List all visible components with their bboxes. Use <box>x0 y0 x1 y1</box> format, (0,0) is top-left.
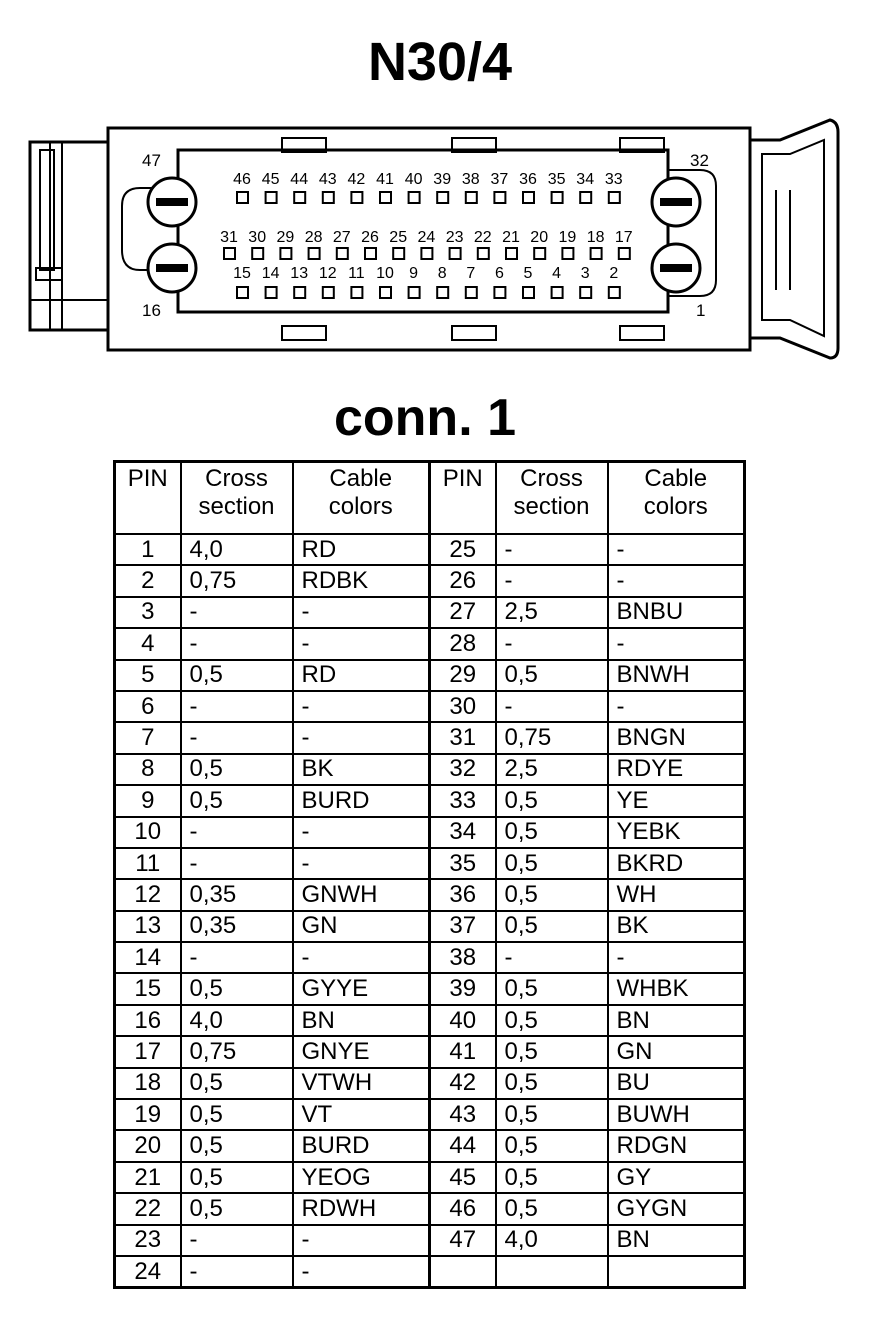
pin-cell: 26 <box>430 565 496 596</box>
header-pin-right <box>430 462 496 535</box>
pin-socket <box>351 192 362 203</box>
header-text: Cross <box>205 465 268 492</box>
pin-number-label: 25 <box>389 229 408 246</box>
pin-number-label: 3 <box>580 265 590 282</box>
pin-cell: 25 <box>430 534 496 565</box>
pin-cell: 30 <box>430 691 496 722</box>
pin-socket <box>534 248 545 259</box>
pin-cell: 9 <box>115 785 181 816</box>
cross-section-cell: - <box>181 848 293 879</box>
cable-color-cell: - <box>608 942 745 973</box>
cross-section-cell: 4,0 <box>496 1225 608 1256</box>
cable-color-cell: WH <box>608 879 745 910</box>
pin-socket <box>337 248 348 259</box>
pin-socket <box>609 192 620 203</box>
pin-socket <box>478 248 489 259</box>
pin-socket <box>409 287 420 298</box>
table-row <box>115 565 745 596</box>
cross-section-cell: - <box>496 628 608 659</box>
pin-number-label: 9 <box>409 265 419 282</box>
pin-number-label: 28 <box>304 229 323 246</box>
table-row <box>115 754 745 785</box>
pin-number-label: 35 <box>547 171 566 188</box>
pin-cell: 37 <box>430 911 496 942</box>
cross-section-cell: 0,5 <box>496 660 608 691</box>
left-lock <box>30 142 108 330</box>
cable-color-cell: BKRD <box>608 848 745 879</box>
pin-number-label: 19 <box>558 229 577 246</box>
pin-socket <box>450 248 461 259</box>
table-row <box>115 848 745 879</box>
cross-section-cell: - <box>181 1225 293 1256</box>
header-cable-colors-right <box>608 462 745 535</box>
pin-socket <box>494 192 505 203</box>
cable-color-cell: BN <box>293 1005 430 1036</box>
pin-number-label: 30 <box>248 229 267 246</box>
cross-section-cell: 0,5 <box>496 1193 608 1224</box>
table-row <box>115 1099 745 1130</box>
pin-number-label: 40 <box>404 171 423 188</box>
cross-section-cell: - <box>496 534 608 565</box>
pin-socket <box>591 248 602 259</box>
cross-section-cell: 4,0 <box>181 1005 293 1036</box>
pin-number-label: 37 <box>490 171 509 188</box>
pin-number-label: 12 <box>318 265 337 282</box>
pin-socket <box>523 192 534 203</box>
pin-number-label: 36 <box>519 171 537 188</box>
table-row <box>115 785 745 816</box>
cross-section-cell: 0,5 <box>181 660 293 691</box>
cable-color-cell: BURD <box>293 1130 430 1161</box>
pin-cell: 44 <box>430 1130 496 1161</box>
pin-socket <box>562 248 573 259</box>
table-row <box>115 973 745 1004</box>
pin-cell: 38 <box>430 942 496 973</box>
cable-color-cell: GNWH <box>293 879 430 910</box>
header-text: PIN <box>127 465 168 492</box>
pin-cell: 36 <box>430 879 496 910</box>
table-row <box>115 1068 745 1099</box>
cross-section-cell: 0,5 <box>496 879 608 910</box>
cable-color-cell: VTWH <box>293 1068 430 1099</box>
cable-color-cell: VT <box>293 1099 430 1130</box>
cable-color-cell: RDGN <box>608 1130 745 1161</box>
pin-cell: 32 <box>430 754 496 785</box>
table-row <box>115 1130 745 1161</box>
cable-color-cell: RDBK <box>293 565 430 596</box>
pin-number-label: 24 <box>417 229 436 246</box>
cable-color-cell: BU <box>608 1068 745 1099</box>
cable-color-cell: BK <box>293 754 430 785</box>
pin-number-label: 42 <box>347 171 366 188</box>
cross-section-cell: 0,5 <box>181 754 293 785</box>
pin-socket <box>224 248 235 259</box>
pin-cell: 43 <box>430 1099 496 1130</box>
pin-number-label: 41 <box>376 171 394 188</box>
pin-number-label: 17 <box>614 229 633 246</box>
pin-socket <box>309 248 320 259</box>
pin-number-label: 23 <box>445 229 464 246</box>
pin-cell: 34 <box>430 817 496 848</box>
cross-section-cell: 0,5 <box>181 1193 293 1224</box>
cable-color-cell: GNYE <box>293 1036 430 1067</box>
pin-socket <box>409 192 420 203</box>
pin-cell: 5 <box>115 660 181 691</box>
pin-number-label: 21 <box>502 229 520 246</box>
pin-number-label: 46 <box>233 171 251 188</box>
cross-section-cell: 0,5 <box>496 1162 608 1193</box>
cross-section-cell: 0,75 <box>181 1036 293 1067</box>
cable-color-cell: - <box>293 1225 430 1256</box>
pin-number-label: 45 <box>261 171 280 188</box>
pin-socket <box>280 248 291 259</box>
pin-cell: 19 <box>115 1099 181 1130</box>
cable-color-cell: BUWH <box>608 1099 745 1130</box>
pin-socket <box>466 287 477 298</box>
pin-cell: 1 <box>115 534 181 565</box>
pin-cell: 15 <box>115 973 181 1004</box>
cable-color-cell: GN <box>293 911 430 942</box>
pin-cell: 16 <box>115 1005 181 1036</box>
pin-cell: 21 <box>115 1162 181 1193</box>
table-row <box>115 942 745 973</box>
pin-number-label: 10 <box>376 265 394 282</box>
pin-cell: 28 <box>430 628 496 659</box>
pin-cell: 45 <box>430 1162 496 1193</box>
pin-cell: 8 <box>115 754 181 785</box>
header-text: Cable <box>644 465 708 492</box>
cable-color-cell: - <box>293 848 430 879</box>
cable-color-cell: GY <box>608 1162 745 1193</box>
pin-number-label: 13 <box>290 265 309 282</box>
cross-section-cell: 0,5 <box>496 817 608 848</box>
table-row <box>115 1193 745 1224</box>
pin-cell: 40 <box>430 1005 496 1036</box>
cross-section-cell: 0,5 <box>496 1130 608 1161</box>
table-row <box>115 1005 745 1036</box>
cross-section-cell: 0,5 <box>181 973 293 1004</box>
pin-cell: 23 <box>115 1225 181 1256</box>
corner-label-bottom-left: 16 <box>142 301 161 320</box>
connector-subtitle: conn. 1 <box>333 389 517 447</box>
pin-cell: 2 <box>115 565 181 596</box>
pin-socket <box>552 192 563 203</box>
connector-drawing <box>0 110 880 370</box>
cable-color-cell: - <box>293 817 430 848</box>
pin-number-label: 15 <box>233 265 251 282</box>
cross-section-cell <box>496 1256 608 1288</box>
pin-number-label: 20 <box>530 229 549 246</box>
cable-color-cell <box>608 1256 745 1288</box>
cross-section-cell: 0,5 <box>181 1130 293 1161</box>
cable-color-cell: RD <box>293 660 430 691</box>
pin-number-label: 29 <box>276 229 295 246</box>
cross-section-cell: 0,5 <box>496 1099 608 1130</box>
cable-color-cell: - <box>293 722 430 753</box>
cable-color-cell: - <box>608 628 745 659</box>
pin-cell: 20 <box>115 1130 181 1161</box>
cross-section-cell: - <box>181 691 293 722</box>
pin-socket <box>580 287 591 298</box>
pin-cell: 22 <box>115 1193 181 1224</box>
pin-number-label: 11 <box>348 265 365 282</box>
pin-socket <box>252 248 263 259</box>
cross-section-cell: 0,5 <box>496 1068 608 1099</box>
header-pin-left <box>115 462 181 535</box>
pin-number-label: 14 <box>261 265 280 282</box>
cable-color-cell: GYGN <box>608 1193 745 1224</box>
pin-cell: 10 <box>115 817 181 848</box>
pin-number-label: 18 <box>586 229 605 246</box>
corner-label-top-left: 47 <box>142 151 161 170</box>
cross-section-cell: - <box>181 597 293 628</box>
pin-cell: 27 <box>430 597 496 628</box>
cable-color-cell: - <box>608 691 745 722</box>
cross-section-cell: 0,5 <box>496 1036 608 1067</box>
cross-section-cell: 0,5 <box>181 1068 293 1099</box>
pin-number-label: 5 <box>523 265 533 282</box>
cross-section-cell: - <box>181 942 293 973</box>
pin-socket <box>609 287 620 298</box>
cable-color-cell: - <box>608 565 745 596</box>
cross-section-cell: 0,5 <box>496 785 608 816</box>
cable-color-cell: RD <box>293 534 430 565</box>
cross-section-cell: 0,5 <box>496 848 608 879</box>
pin-number-label: 22 <box>473 229 492 246</box>
pin-number-label: 33 <box>604 171 623 188</box>
pin-number-label: 26 <box>361 229 379 246</box>
cable-color-cell: - <box>293 628 430 659</box>
pin-cell: 41 <box>430 1036 496 1067</box>
corner-label-bottom-right: 1 <box>696 301 706 320</box>
header-cable-colors-left <box>293 462 430 535</box>
cross-section-cell: - <box>496 942 608 973</box>
cable-color-cell: - <box>608 534 745 565</box>
pin-labels <box>220 171 633 282</box>
pin-number-label: 38 <box>461 171 480 188</box>
cross-section-cell: - <box>181 628 293 659</box>
pin-cell: 18 <box>115 1068 181 1099</box>
pin-number-label: 44 <box>290 171 309 188</box>
cross-section-cell: 4,0 <box>181 534 293 565</box>
pin-socket <box>266 287 277 298</box>
pin-socket <box>365 248 376 259</box>
table-header-row <box>115 462 745 535</box>
pin-socket <box>523 287 534 298</box>
table-row <box>115 597 745 628</box>
pin-socket <box>237 192 248 203</box>
table-row <box>115 1225 745 1256</box>
header-cross-section-right <box>496 462 608 535</box>
pin-socket <box>619 248 630 259</box>
pin-number-label: 43 <box>318 171 337 188</box>
cross-section-cell: 0,5 <box>496 911 608 942</box>
pin-socket <box>266 192 277 203</box>
table-row <box>115 628 745 659</box>
table-row <box>115 879 745 910</box>
cross-section-cell: 0,5 <box>181 785 293 816</box>
table-row <box>115 911 745 942</box>
cable-color-cell: BNBU <box>608 597 745 628</box>
header-text: PIN <box>442 465 483 492</box>
pin-cell: 46 <box>430 1193 496 1224</box>
cable-color-cell: YE <box>608 785 745 816</box>
pin-number-label: 7 <box>466 265 476 282</box>
pin-socket <box>294 192 305 203</box>
cable-color-cell: YEBK <box>608 817 745 848</box>
table-row <box>115 817 745 848</box>
cable-color-cell: RDWH <box>293 1193 430 1224</box>
cable-color-cell: BURD <box>293 785 430 816</box>
pin-cell: 11 <box>115 848 181 879</box>
corner-label-top-right: 32 <box>690 151 709 170</box>
pin-socket <box>437 287 448 298</box>
pin-cell: 35 <box>430 848 496 879</box>
cross-section-cell: - <box>181 1256 293 1288</box>
cable-color-cell: BNWH <box>608 660 745 691</box>
cross-section-cell: 0,35 <box>181 911 293 942</box>
pin-number-label: 8 <box>437 265 447 282</box>
cross-section-cell: 0,75 <box>181 565 293 596</box>
pin-cell: 42 <box>430 1068 496 1099</box>
diagram-title: N30/4 <box>367 32 513 92</box>
pin-socket <box>393 248 404 259</box>
cable-color-cell: BN <box>608 1005 745 1036</box>
pin-socket <box>506 248 517 259</box>
pin-cell: 33 <box>430 785 496 816</box>
cross-section-cell: - <box>181 817 293 848</box>
pin-socket <box>580 192 591 203</box>
pin-cell: 7 <box>115 722 181 753</box>
cross-section-cell: - <box>496 565 608 596</box>
cable-color-cell: BK <box>608 911 745 942</box>
pin-cell: 12 <box>115 879 181 910</box>
cross-section-cell: 0,5 <box>181 1099 293 1130</box>
cable-color-cell: WHBK <box>608 973 745 1004</box>
pin-number-label: 4 <box>552 265 562 282</box>
header-text: Cable <box>329 465 393 492</box>
pin-cell: 47 <box>430 1225 496 1256</box>
pin-cell: 29 <box>430 660 496 691</box>
header-cross-section-left <box>181 462 293 535</box>
pin-socket <box>323 192 334 203</box>
cable-color-cell: BNGN <box>608 722 745 753</box>
cross-section-cell: 2,5 <box>496 754 608 785</box>
pin-socket <box>466 192 477 203</box>
cable-color-cell: - <box>293 691 430 722</box>
pin-cell: 39 <box>430 973 496 1004</box>
cross-section-cell: - <box>496 691 608 722</box>
pin-number-label: 27 <box>332 229 351 246</box>
table-row <box>115 722 745 753</box>
pin-cell: 17 <box>115 1036 181 1067</box>
header-text: Cross <box>520 465 583 492</box>
pin-socket <box>351 287 362 298</box>
cable-color-cell: GN <box>608 1036 745 1067</box>
pin-assignment-table <box>113 460 746 1289</box>
pin-socket <box>237 287 248 298</box>
pin-socket <box>380 287 391 298</box>
table-row <box>115 534 745 565</box>
cross-section-cell: 0,5 <box>181 1162 293 1193</box>
pin-socket <box>437 192 448 203</box>
pin-cell: 14 <box>115 942 181 973</box>
cross-section-cell: 2,5 <box>496 597 608 628</box>
cross-section-cell: 0,35 <box>181 879 293 910</box>
cable-color-cell: - <box>293 597 430 628</box>
pin-number-label: 2 <box>609 265 619 282</box>
cable-color-cell: YEOG <box>293 1162 430 1193</box>
pin-cell: 13 <box>115 911 181 942</box>
pin-cell: 24 <box>115 1256 181 1288</box>
pin-socket <box>494 287 505 298</box>
pin-number-label: 6 <box>494 265 504 282</box>
pin-socket <box>294 287 305 298</box>
table-row <box>115 1256 745 1288</box>
pin-number-label: 31 <box>220 229 238 246</box>
pin-socket <box>323 287 334 298</box>
pin-socket <box>380 192 391 203</box>
table-row <box>115 691 745 722</box>
pin-cell: 6 <box>115 691 181 722</box>
pin-number-label: 39 <box>433 171 452 188</box>
cable-color-cell: - <box>293 1256 430 1288</box>
table-row <box>115 660 745 691</box>
cross-section-cell: 0,75 <box>496 722 608 753</box>
table-row <box>115 1036 745 1067</box>
header-text: section <box>513 493 590 520</box>
cable-color-cell: GYYE <box>293 973 430 1004</box>
cross-section-cell: 0,5 <box>496 1005 608 1036</box>
pin-cell: 3 <box>115 597 181 628</box>
pin-number-label: 34 <box>576 171 595 188</box>
table-row <box>115 1162 745 1193</box>
pin-cell <box>430 1256 496 1288</box>
header-text: colors <box>328 493 393 520</box>
cross-section-cell: - <box>181 722 293 753</box>
pin-cell: 4 <box>115 628 181 659</box>
header-text: colors <box>643 493 708 520</box>
cable-color-cell: - <box>293 942 430 973</box>
pin-socket <box>421 248 432 259</box>
pin-cell: 31 <box>430 722 496 753</box>
header-text: section <box>198 493 275 520</box>
cable-color-cell: RDYE <box>608 754 745 785</box>
cross-section-cell: 0,5 <box>496 973 608 1004</box>
pin-socket <box>552 287 563 298</box>
cable-color-cell: BN <box>608 1225 745 1256</box>
